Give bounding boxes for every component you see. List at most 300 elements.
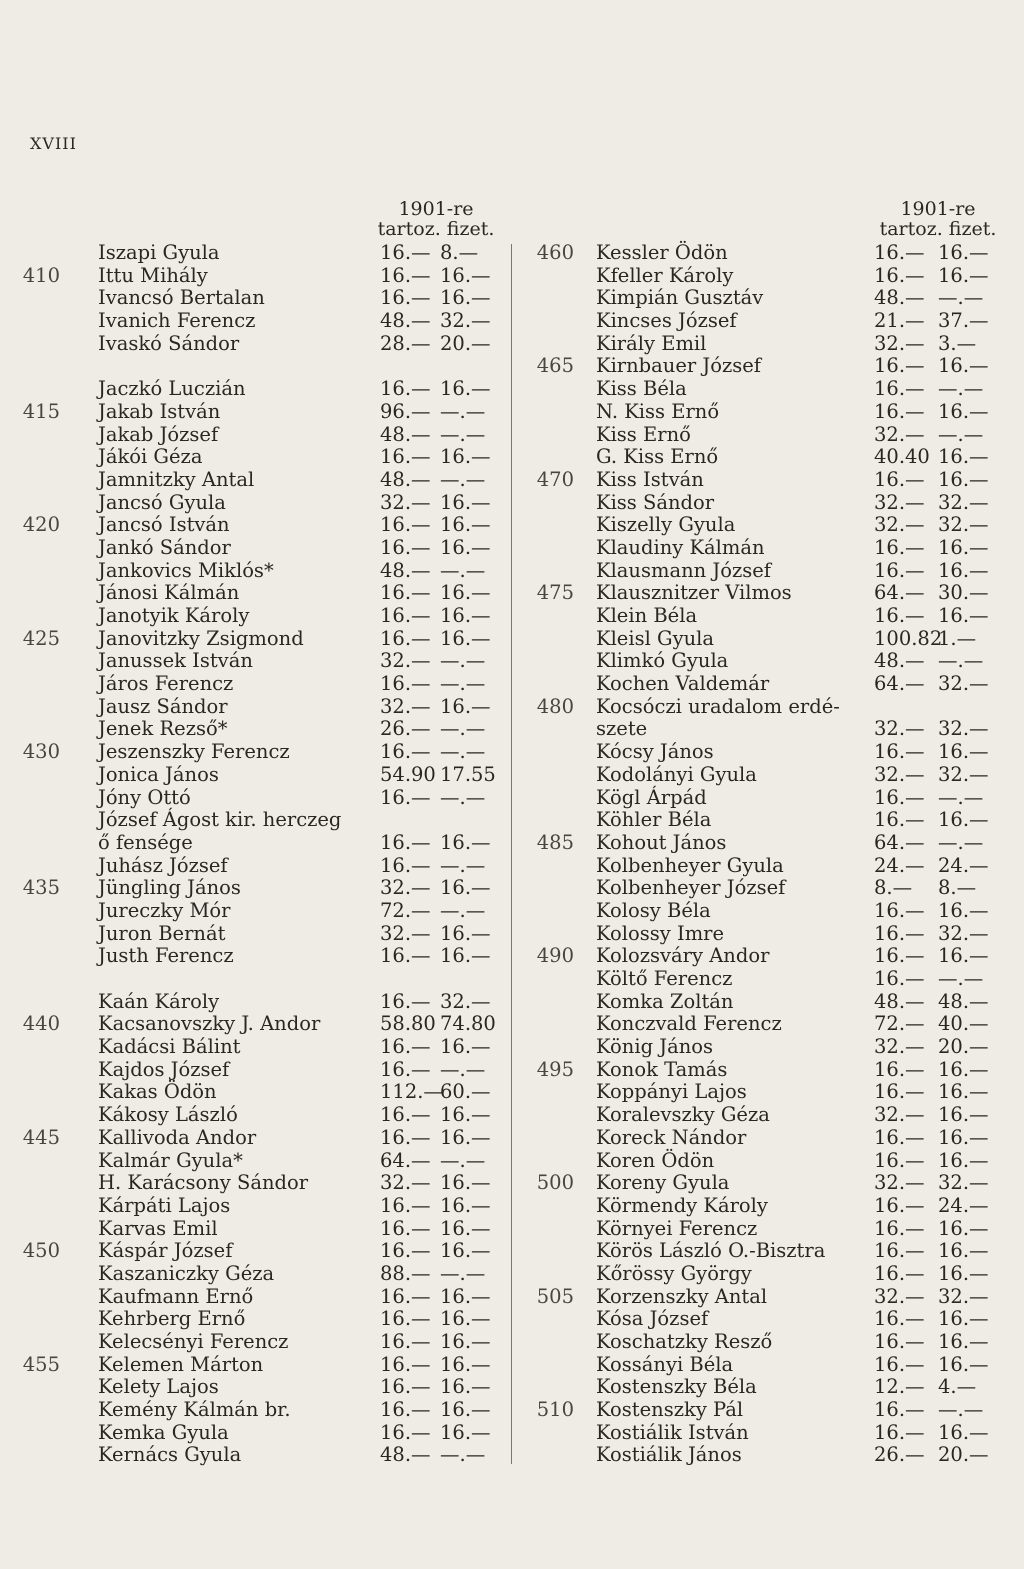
entry-name: Jancsó István [98, 513, 230, 537]
entry-name: Kleisl Gyula [596, 626, 715, 650]
entry-name: Kodolányi Gyula [596, 762, 757, 786]
amount-paid: 30.— [938, 581, 989, 605]
amount-due: 16.— [874, 898, 925, 922]
list-item [20, 446, 500, 469]
list-item [524, 1422, 1004, 1445]
amount-paid: 16.— [440, 604, 491, 627]
list-item [20, 1308, 500, 1331]
amount-paid: 16.— [440, 490, 491, 514]
amount-due: 16.— [380, 581, 431, 605]
entry-name: Ittu Mihály [98, 263, 208, 287]
list-item [524, 582, 1004, 605]
list-item [524, 991, 1004, 1014]
entry-name: Kósa József [596, 1307, 709, 1331]
list-item [20, 991, 500, 1014]
list-item [20, 1354, 500, 1377]
list-item [524, 446, 1004, 469]
entry-name: Körmendy Károly [596, 1193, 768, 1217]
amount-paid: 16.— [938, 1239, 989, 1263]
list-item [20, 582, 500, 605]
list-item [524, 310, 1004, 333]
entry-number: 410 [22, 263, 60, 287]
entry-name: Klimkó Gyula [596, 649, 729, 673]
amount-paid: 16.— [440, 1420, 491, 1444]
amount-due: 48.— [380, 1443, 431, 1467]
entry-name: Kostiálik János [596, 1443, 742, 1467]
list-item [20, 1331, 500, 1354]
entry-name: Janussek István [98, 649, 253, 673]
amount-due: 16.— [380, 1330, 431, 1353]
entry-name: Konok Tamás [596, 1057, 728, 1081]
amount-due: 32.— [874, 331, 925, 355]
entry-name: Klein Béla [596, 604, 698, 627]
amount-due: 32.— [874, 1284, 925, 1308]
amount-paid: 16.— [440, 1284, 491, 1308]
entry-name: Kehrberg Ernő [98, 1307, 246, 1331]
amount-paid: 20.— [938, 1443, 989, 1467]
amount-paid: 16.— [440, 1307, 491, 1331]
entry-name: József Ágost kir. herczeg [98, 808, 342, 832]
list-item [524, 877, 1004, 900]
amount-paid: —.— [938, 967, 984, 990]
amount-due: 16.— [380, 740, 431, 764]
amount-due: 64.— [874, 581, 925, 605]
list-item [20, 1172, 500, 1195]
amount-paid: —.— [440, 422, 486, 446]
list-item [20, 378, 500, 401]
entry-name: Járos Ferencz [98, 672, 234, 696]
amount-due: 16.— [380, 830, 431, 854]
amount-due: 16.— [380, 1057, 431, 1081]
entry-name: Költő Ferencz [596, 967, 733, 990]
entry-name: Ivancsó Bertalan [98, 286, 265, 310]
list-item [524, 1150, 1004, 1173]
list-item [524, 333, 1004, 356]
list-item [524, 1172, 1004, 1195]
list-item [524, 287, 1004, 310]
amount-due: 16.— [380, 1216, 431, 1240]
list-item [20, 1013, 500, 1036]
amount-paid: —.— [440, 558, 486, 582]
amount-paid: 16.— [440, 263, 491, 287]
amount-due: 16.— [874, 785, 925, 809]
amount-due: 32.— [874, 422, 925, 446]
entry-name: Juron Bernát [98, 921, 226, 945]
list-item [524, 469, 1004, 492]
entry-name: Kaán Károly [98, 989, 220, 1013]
amount-paid: 16.— [440, 694, 491, 718]
amount-paid: 4.— [938, 1375, 977, 1399]
amount-due: 16.— [380, 1103, 431, 1127]
amount-due: 16.— [874, 1148, 925, 1172]
amount-due: 16.— [874, 1193, 925, 1217]
amount-paid: 16.— [938, 467, 989, 491]
entry-name: Kiss Béla [596, 377, 687, 401]
amount-due: 28.— [380, 331, 431, 355]
list-item [524, 1376, 1004, 1399]
entry-name: Korzenszky Antal [596, 1284, 768, 1308]
entry-name: Kalmár Gyula* [98, 1148, 243, 1172]
amount-paid: 32.— [938, 490, 989, 514]
entry-name: Jánosi Kálmán [98, 581, 240, 605]
amount-due: 16.— [380, 1125, 431, 1149]
column-divider [511, 244, 512, 1464]
amount-paid: —.— [440, 649, 486, 673]
entry-name: N. Kiss Ernő [596, 399, 720, 423]
amount-due: 16.— [874, 535, 925, 559]
list-item [524, 1081, 1004, 1104]
entry-name: Juhász József [98, 853, 228, 877]
entry-name: Jeszenszky Ferencz [98, 740, 290, 764]
amount-due: 16.— [874, 1307, 925, 1331]
entry-name: Kelemen Márton [98, 1352, 264, 1376]
entry-name: Kakas Ödön [98, 1080, 217, 1104]
entry-name: Kolbenheyer Gyula [596, 853, 784, 877]
entry-name: Komka Zoltán [596, 989, 734, 1013]
amount-due: 16.— [380, 1398, 431, 1422]
amount-paid: 16.— [440, 377, 491, 401]
entry-name: Kemka Gyula [98, 1420, 229, 1444]
amount-due: 21.— [874, 309, 925, 333]
amount-due: 32.— [380, 649, 431, 673]
entry-name: Kajdos József [98, 1057, 230, 1081]
entry-name: Kostiálik István [596, 1420, 749, 1444]
amount-paid: —.— [440, 399, 486, 423]
list-item [524, 401, 1004, 424]
amount-paid: 3.— [938, 331, 977, 355]
list-item [20, 242, 500, 265]
amount-paid: 16.— [938, 1420, 989, 1444]
entry-name: Kögl Árpád [596, 785, 707, 809]
amount-paid: 16.— [938, 898, 989, 922]
list-item [20, 1195, 500, 1218]
amount-due: 32.— [874, 1035, 925, 1059]
entry-name: Kaszaniczky Géza [98, 1261, 275, 1285]
entry-name: Kiszelly Gyula [596, 513, 736, 537]
list-item [524, 1308, 1004, 1331]
list-item [524, 900, 1004, 923]
amount-paid: —.— [440, 785, 486, 809]
entry-name: Koreny Gyula [596, 1171, 730, 1195]
amount-due: 16.— [874, 740, 925, 764]
list-item [524, 628, 1004, 651]
amount-paid: —.— [440, 1443, 486, 1467]
entry-name: Kócsy János [596, 740, 714, 764]
column-header-year: 1901-re [398, 198, 474, 220]
amount-due: 88.— [380, 1261, 431, 1285]
list-item [20, 764, 500, 787]
amount-paid: 32.— [938, 921, 989, 945]
amount-paid: 16.— [938, 263, 989, 287]
amount-due: 16.— [874, 1330, 925, 1353]
amount-paid: 16.— [938, 241, 989, 264]
list-item [524, 355, 1004, 378]
amount-paid: 16.— [938, 1080, 989, 1104]
list-item [524, 605, 1004, 628]
list-item [524, 764, 1004, 787]
amount-due: 16.— [874, 1239, 925, 1263]
amount-due: 24.— [874, 853, 925, 877]
amount-paid: 16.— [440, 876, 491, 900]
amount-due: 32.— [380, 490, 431, 514]
entry-name: Koralevszky Géza [596, 1103, 770, 1127]
list-item [20, 1059, 500, 1082]
list-item [20, 1263, 500, 1286]
amount-paid: 16.— [938, 944, 989, 968]
amount-paid: 24.— [938, 1193, 989, 1217]
amount-due: 16.— [874, 967, 925, 990]
amount-paid: 16.— [440, 286, 491, 310]
amount-due: 48.— [874, 649, 925, 673]
amount-due: 16.— [874, 558, 925, 582]
amount-paid: 16.— [938, 1261, 989, 1285]
entry-name: Kallivoda Andor [98, 1125, 257, 1149]
entry-number: 460 [536, 241, 574, 264]
entry-name: Jancsó Gyula [98, 490, 226, 514]
list-item [524, 650, 1004, 673]
amount-paid: 16.— [938, 1352, 989, 1376]
page-number: XVIII [30, 134, 77, 153]
list-item [524, 696, 1004, 719]
amount-due: 48.— [380, 467, 431, 491]
entry-name: Kfeller Károly [596, 263, 734, 287]
entry-name: Jaczkó Luczián [98, 377, 246, 401]
amount-due: 16.— [380, 853, 431, 877]
amount-due: 16.— [874, 1125, 925, 1149]
list-item [20, 1127, 500, 1150]
amount-paid: 74.80 [440, 1012, 496, 1036]
list-item [524, 923, 1004, 946]
entry-name: Jakab József [98, 422, 219, 446]
entry-name: Ivaskó Sándor [98, 331, 240, 355]
list-item [524, 1195, 1004, 1218]
list-item [524, 1263, 1004, 1286]
list-item [524, 809, 1004, 832]
list-item [20, 492, 500, 515]
list-item [524, 1240, 1004, 1263]
entry-number: 440 [22, 1012, 60, 1036]
list-item [524, 741, 1004, 764]
amount-due: 16.— [380, 1352, 431, 1376]
amount-due: 16.— [874, 808, 925, 832]
entry-name: Jankovics Miklós* [98, 558, 274, 582]
entry-name: Kolosy Béla [596, 898, 711, 922]
list-item [524, 1399, 1004, 1422]
amount-due: 48.— [874, 989, 925, 1013]
amount-due: 16.— [380, 513, 431, 537]
entry-name: Jankó Sándor [98, 535, 231, 559]
amount-due: 64.— [380, 1148, 431, 1172]
entry-number: 505 [536, 1284, 574, 1308]
amount-paid: 16.— [440, 1352, 491, 1376]
amount-paid: —.— [440, 717, 486, 741]
entry-name: Kelety Lajos [98, 1375, 219, 1399]
amount-due: 32.— [874, 490, 925, 514]
amount-due: 16.— [874, 399, 925, 423]
entry-name: Koschatzky Resző [596, 1330, 773, 1353]
entry-number: 470 [536, 467, 574, 491]
entry-number: 490 [536, 944, 574, 968]
amount-paid: 32.— [938, 1284, 989, 1308]
amount-paid: —.— [938, 785, 984, 809]
list-item [524, 1354, 1004, 1377]
amount-paid: 16.— [938, 1057, 989, 1081]
list-item [20, 650, 500, 673]
list-item [20, 1376, 500, 1399]
amount-due: 16.— [874, 1398, 925, 1422]
amount-due: 16.— [874, 377, 925, 401]
entry-name: Kirnbauer József [596, 354, 762, 378]
column-header-sub: tartoz. fizet. [377, 218, 495, 240]
entry-name: Körös László O.-Bisztra [596, 1239, 826, 1263]
amount-due: 48.— [380, 422, 431, 446]
amount-paid: 16.— [440, 1239, 491, 1263]
list-item [20, 1240, 500, 1263]
amount-paid: —.— [440, 672, 486, 696]
entry-name: Kostenszky Pál [596, 1398, 744, 1422]
entry-name: Kaufmann Ernő [98, 1284, 254, 1308]
column-header-year: 1901-re [900, 198, 976, 220]
entry-name: Karvas Emil [98, 1216, 218, 1240]
amount-due: 16.— [380, 1307, 431, 1331]
list-item [524, 1218, 1004, 1241]
entry-name: Kákosy László [98, 1103, 238, 1127]
list-item [20, 424, 500, 447]
list-item [20, 832, 500, 855]
amount-paid: 16.— [440, 1103, 491, 1127]
amount-due: 32.— [874, 1103, 925, 1127]
list-item [20, 355, 500, 378]
entry-name: Koppányi Lajos [596, 1080, 747, 1104]
entry-number: 485 [536, 830, 574, 854]
amount-paid: —.— [440, 1261, 486, 1285]
amount-due: 16.— [380, 1420, 431, 1444]
list-item [524, 537, 1004, 560]
entry-list [524, 242, 1004, 1467]
list-item [524, 1444, 1004, 1467]
amount-paid: —.— [440, 1148, 486, 1172]
entry-name: Klausznitzer Vilmos [596, 581, 792, 605]
amount-paid: 16.— [440, 581, 491, 605]
amount-paid: —.— [938, 830, 984, 854]
amount-due: 16.— [874, 263, 925, 287]
list-item [524, 1331, 1004, 1354]
entry-name: Jureczky Mór [98, 898, 231, 922]
entry-name: Konczvald Ferencz [596, 1012, 782, 1036]
list-item [20, 1036, 500, 1059]
amount-paid: 16.— [440, 830, 491, 854]
entry-number: 455 [22, 1352, 60, 1376]
amount-paid: —.— [440, 1057, 486, 1081]
amount-due: 32.— [380, 876, 431, 900]
list-item [20, 1218, 500, 1241]
list-item [20, 1444, 500, 1467]
amount-paid: 32.— [938, 1171, 989, 1195]
amount-paid: 8.— [440, 241, 479, 264]
amount-paid: 16.— [938, 604, 989, 627]
amount-due: 16.— [874, 1420, 925, 1444]
amount-paid: 60.— [440, 1080, 491, 1104]
amount-due: 16.— [380, 672, 431, 696]
entry-name: Kiss Sándor [596, 490, 715, 514]
entry-name: Kacsanovszky J. Andor [98, 1012, 321, 1036]
amount-due: 64.— [874, 830, 925, 854]
amount-due: 16.— [380, 1193, 431, 1217]
amount-due: 16.— [380, 626, 431, 650]
list-item [524, 1286, 1004, 1309]
list-item [20, 923, 500, 946]
list-item [20, 900, 500, 923]
entry-name: Jüngling János [98, 876, 241, 900]
amount-due: 32.— [380, 694, 431, 718]
entry-name: Király Emil [596, 331, 707, 355]
entry-number: 435 [22, 876, 60, 900]
list-item [20, 1286, 500, 1309]
list-item [20, 855, 500, 878]
entry-name: Jakab István [98, 399, 221, 423]
amount-paid: 16.— [440, 1171, 491, 1195]
list-item [524, 855, 1004, 878]
amount-paid: 24.— [938, 853, 989, 877]
list-item [20, 1081, 500, 1104]
amount-paid: 16.— [938, 1148, 989, 1172]
list-item [20, 945, 500, 968]
entry-name: Kiss Ernő [596, 422, 691, 446]
amount-paid: 16.— [440, 535, 491, 559]
amount-due: 16.— [380, 263, 431, 287]
list-item [524, 1059, 1004, 1082]
amount-due: 16.— [380, 604, 431, 627]
amount-paid: 16.— [938, 399, 989, 423]
list-item [524, 673, 1004, 696]
entry-name: Justh Ferencz [98, 944, 234, 968]
entry-name: ő fensége [98, 830, 193, 854]
list-item [20, 877, 500, 900]
list-item [20, 469, 500, 492]
amount-paid: 20.— [938, 1035, 989, 1059]
list-item [20, 628, 500, 651]
amount-paid: 32.— [938, 762, 989, 786]
list-item [20, 1150, 500, 1173]
amount-due: 72.— [874, 1012, 925, 1036]
amount-due: 32.— [874, 513, 925, 537]
entry-number: 510 [536, 1398, 574, 1422]
amount-due: 16.— [380, 535, 431, 559]
amount-due: 16.— [874, 604, 925, 627]
amount-due: 16.— [380, 377, 431, 401]
amount-paid: 16.— [440, 1375, 491, 1399]
amount-due: 16.— [874, 1352, 925, 1376]
entry-name: Koreck Nándor [596, 1125, 747, 1149]
list-item [20, 1399, 500, 1422]
amount-due: 16.— [874, 1216, 925, 1240]
entry-name: Kadácsi Bálint [98, 1035, 241, 1059]
amount-due: 100.82 [874, 626, 943, 650]
entry-name: Klausmann József [596, 558, 772, 582]
amount-due: 72.— [380, 898, 431, 922]
entry-number: 450 [22, 1239, 60, 1263]
amount-due: 16.— [380, 785, 431, 809]
amount-paid: 17.55 [440, 762, 496, 786]
amount-paid: 32.— [938, 717, 989, 741]
list-item [524, 242, 1004, 265]
amount-due: 32.— [874, 717, 925, 741]
amount-paid: 16.— [938, 535, 989, 559]
entry-name: Jamnitzky Antal [98, 467, 255, 491]
entry-name: Környei Ferencz [596, 1216, 758, 1240]
amount-paid: —.— [440, 740, 486, 764]
amount-paid: 16.— [440, 944, 491, 968]
